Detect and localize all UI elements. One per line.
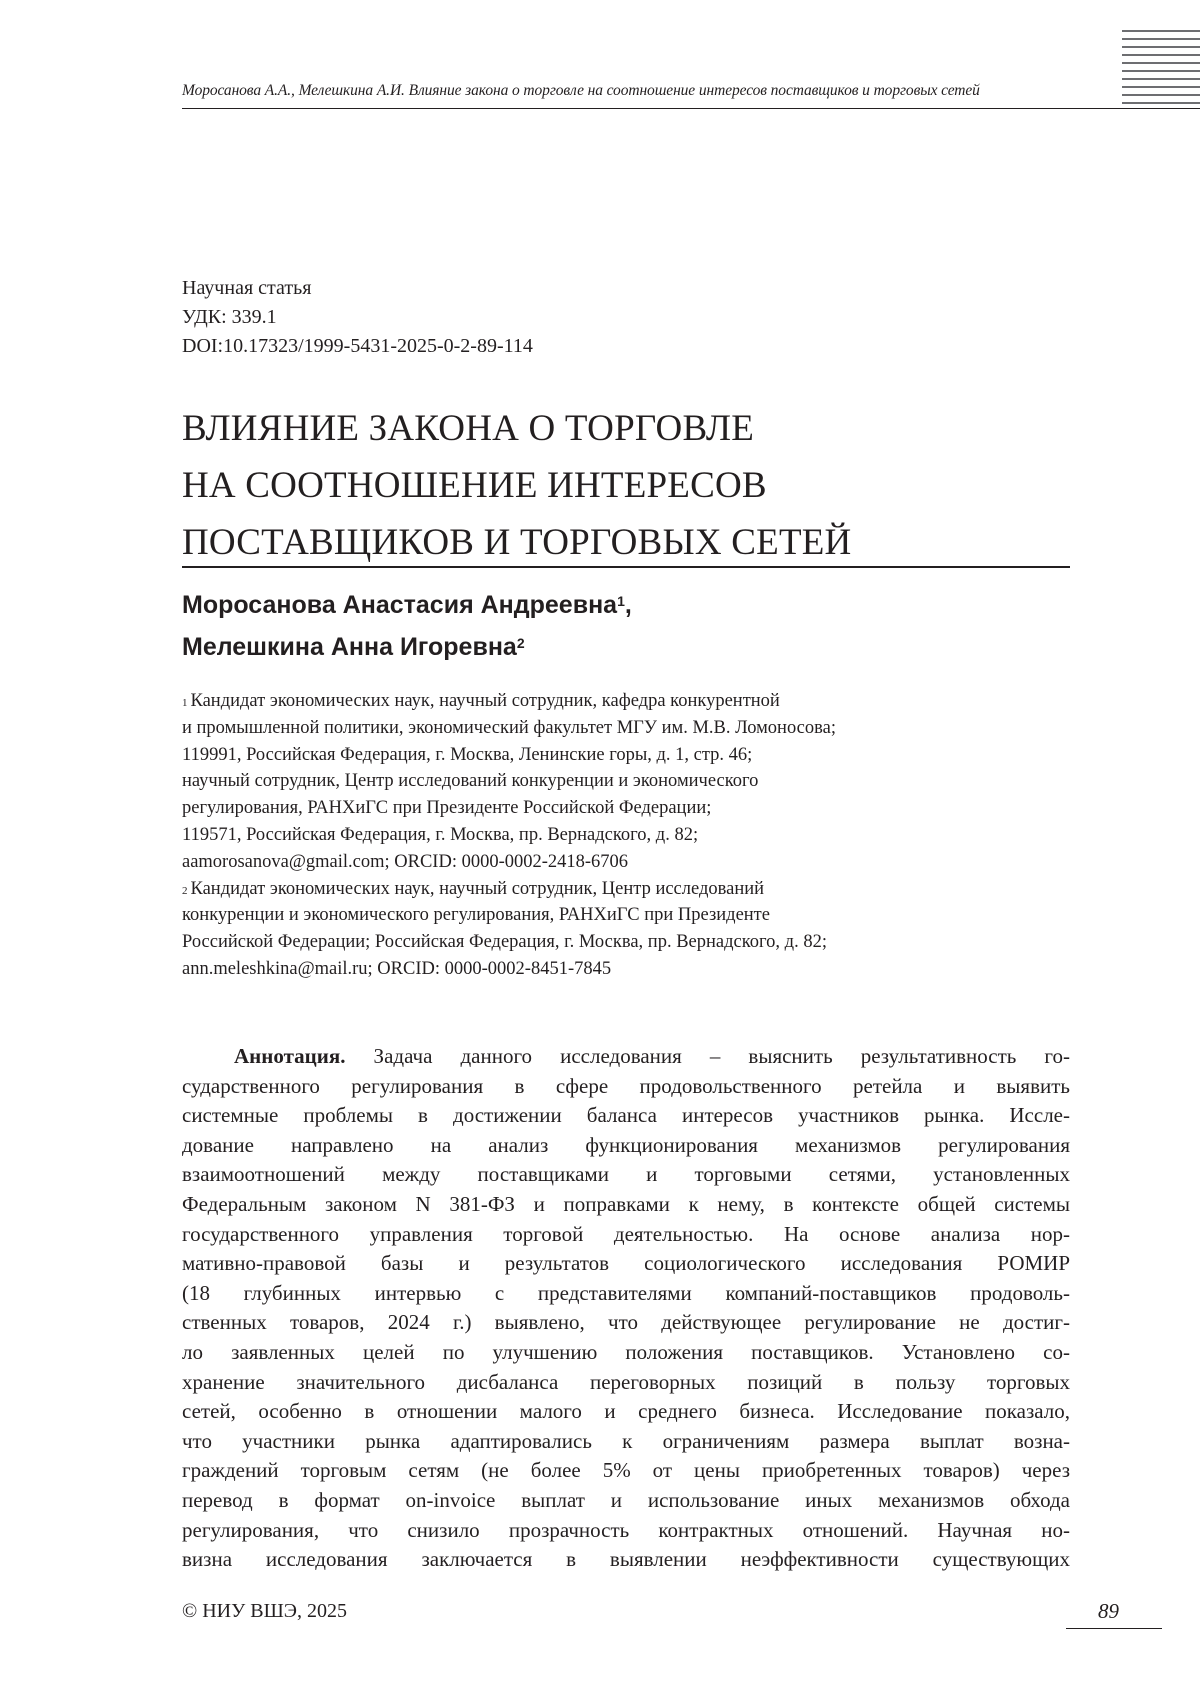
title-line: ВЛИЯНИЕ ЗАКОНА О ТОРГОВЛЕ [182,408,755,449]
running-head: Моросанова А.А., Мелешкина А.И. Влияние закона о торговле на соотношение интересов поставщиков и торговых сетей [182,82,980,99]
title-rule [182,566,1070,568]
abstract-line: визна исследования заключается в выявлении неэффективности существующих [182,1547,1070,1572]
abstract-line: мативно-правовой базы и результатов социологического исследования РОМИР [182,1251,1070,1276]
affiliation-line: научный сотрудник, Центр исследований конкуренции и экономического [182,771,759,792]
abstract-line: что участники рынка адаптировались к ограничениям размера выплат возна- [182,1428,1070,1453]
abstract-line: ственных товаров, 2024 г.) выявлено, что действующее регулирование не достиг- [182,1310,1070,1335]
affiliation-line: ann.meleshkina@mail.ru; ORCID: 0000-0002-8451-7845 [182,958,612,979]
abstract-line: сетей, особенно в отношении малого и среднего бизнеса. Исследование показало, [182,1399,1070,1424]
abstract-line: перевод в формат on-invoice выплат и использование иных механизмов обхода [182,1487,1070,1512]
affiliation-line: aamorosanova@gmail.com; ORCID: 0000-0002-2418-6706 [182,851,629,872]
author-affil-marker: 1 [617,593,625,609]
affiliation-line: $^1$ Кандидат экономических наук, научный сотрудник, кафедра конкурентной [182,691,780,711]
page-number: 89 [1098,1599,1119,1623]
affiliation-line: и промышленной политики, экономический факультет МГУ им. М.В. Ломоносова; [182,717,836,738]
abstract-line: системные проблемы в достижении баланса интересов участников рынка. Иссле- [182,1103,1070,1128]
abstract-line: граждений торговым сетям (не более 5% от цены приобретенных товаров) через [182,1458,1070,1483]
abstract [182,1042,1070,1575]
abstract-line: дование направлено на анализ функционирования механизмов регулирования [182,1132,1070,1157]
affiliation-line: регулирования, РАНХиГС при Президенте Российской Федерации; [182,798,712,819]
abstract-line: государственного управления торговой деятельностью. На основе анализа нор- [182,1221,1070,1246]
header-decoration-lines [1122,30,1200,110]
abstract-line: регулирования, что снизило прозрачность контрактных отношений. Научная но- [182,1517,1070,1542]
udc-code: УДК: 339.1 [182,306,277,328]
affiliation-line: 119571, Российская Федерация, г. Москва, пр. Вернадского, д. 82; [182,824,699,845]
header-rule [182,108,1200,109]
author-affil-marker: 2 [516,635,525,651]
affiliation-marker: 2 [182,884,188,897]
abstract-line: Федеральным законом N 381-ФЗ и поправками к нему, в контексте общей системы [182,1191,1070,1216]
author [182,626,632,668]
abstract-line: Аннотация. Задача данного исследования – выяснить результативность го- [234,1044,1070,1068]
abstract-line: сударственного регулирования в сфере продовольственного ретейла и выявить [182,1073,1070,1098]
author-name: Мелешкина Анна Игоревна [182,633,517,661]
article-title [182,400,851,571]
affiliation-line: 119991, Российская Федерация, г. Москва, Ленинские горы, д. 1, стр. 46; [182,744,753,765]
abstract-line: взаимоотношений между поставщиками и торговыми сетями, установленных [182,1162,1070,1187]
author-name: Моросанова Анастасия Андреевна [182,591,618,619]
doi: DOI:10.17323/1999-5431-2025-0-2-89-114 [182,335,533,357]
affiliation-marker: 1 [182,697,188,709]
abstract-line: (18 глубинных интервью с представителями компаний-поставщиков продоволь- [182,1280,1070,1305]
page-number-rule [1066,1628,1162,1629]
affiliation-line: конкуренции и экономического регулирования, РАНХиГС при Президенте [182,905,770,926]
copyright: © НИУ ВШЭ, 2025 [182,1600,347,1622]
article-meta [182,274,533,361]
article-type: Научная статья [182,277,312,299]
author: Моросанова Анастасия Андреевна$^1$, [182,591,632,619]
affiliation-line: $^2$ Кандидат экономических наук, научный сотрудник, Центр исследований [182,878,765,899]
title-line: НА СООТНОШЕНИЕ ИНТЕРЕСОВ [182,465,767,506]
abstract-line: ло заявленных целей по улучшению положения поставщиков. Установлено со- [182,1339,1070,1364]
abstract-line: хранение значительного дисбаланса переговорных позиций в пользу торговых [182,1369,1070,1394]
title-line: ПОСТАВЩИКОВ И ТОРГОВЫХ СЕТЕЙ [182,522,852,563]
affiliations [182,688,836,983]
affiliation-line: Российской Федерации; Российская Федерация, г. Москва, пр. Вернадского, д. 82; [182,932,827,953]
author-list [182,584,632,668]
abstract-label: Аннотация. [234,1044,346,1068]
